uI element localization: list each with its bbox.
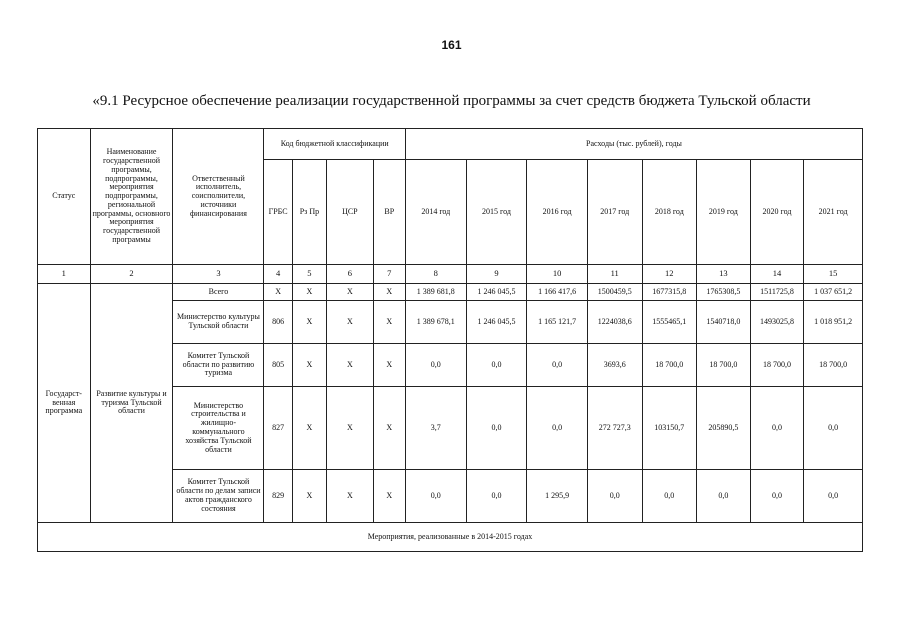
vr-cell: X [373,301,405,344]
status-cell: Государст-венная программа [38,284,91,523]
value-2020: 1493025,8 [750,301,804,344]
table-row [38,523,863,552]
value-2021: 0,0 [804,470,863,523]
value-2020: 1511725,8 [750,284,804,301]
column-number: 5 [292,265,326,284]
header-expenses: Расходы (тыс. рублей), годы [405,129,862,160]
executor-cell: Комитет Тульской области по развитию туризма [173,344,264,387]
page-number: 161 [441,38,462,52]
value-2015: 0,0 [466,344,527,387]
vr-cell: X [373,470,405,523]
value-2021: 0,0 [804,387,863,470]
vr-cell: X [373,344,405,387]
budget-table [37,128,863,552]
csr-cell: X [327,284,374,301]
value-2018: 1555465,1 [642,301,697,344]
header-rzpr: Рз Пр [292,160,326,265]
value-2014: 1 389 681,8 [405,284,466,301]
column-number: 2 [90,265,173,284]
value-2015: 0,0 [466,470,527,523]
value-2021: 1 037 651,2 [804,284,863,301]
value-2020: 0,0 [750,470,804,523]
header-executor: Ответственный исполнитель, соисполнители, источники финансирования [173,129,264,265]
table-row [38,284,863,301]
value-2014: 0,0 [405,344,466,387]
header-year-2020: 2020 год [750,160,804,265]
rzpr-cell: X [292,301,326,344]
header-vr: ВР [373,160,405,265]
column-number: 9 [466,265,527,284]
value-2015: 1 246 045,5 [466,301,527,344]
grbs-cell: X [264,284,292,301]
column-number: 11 [587,265,642,284]
csr-cell: X [327,470,374,523]
rzpr-cell: X [292,470,326,523]
column-number: 7 [373,265,405,284]
value-2016: 1 166 417,6 [527,284,588,301]
header-grbs: ГРБС [264,160,292,265]
program-name-cell: Развитие культуры и туризма Тульской области [90,284,173,523]
header-csr: ЦСР [327,160,374,265]
value-2018: 18 700,0 [642,344,697,387]
document-title: «9.1 Ресурсное обеспечение реализации государственной программы за счет средств бюджета Тульской области [92,93,811,109]
value-2015: 1 246 045,5 [466,284,527,301]
column-number: 4 [264,265,292,284]
header-year-2016: 2016 год [527,160,588,265]
value-2019: 1765308,5 [697,284,751,301]
header-year-2014: 2014 год [405,160,466,265]
executor-cell: Министерство строительства и жилищно-коммунального хозяйства Тульской области [173,387,264,470]
value-2019: 205890,5 [697,387,751,470]
value-2020: 0,0 [750,387,804,470]
value-2016: 0,0 [527,387,588,470]
csr-cell: X [327,387,374,470]
header-year-2015: 2015 год [466,160,527,265]
value-2016: 1 165 121,7 [527,301,588,344]
executor-cell: Министерство культуры Тульской области [173,301,264,344]
value-2020: 18 700,0 [750,344,804,387]
value-2014: 1 389 678,1 [405,301,466,344]
value-2017: 3693,6 [587,344,642,387]
csr-cell: X [327,344,374,387]
vr-cell: X [373,387,405,470]
column-number: 8 [405,265,466,284]
column-number: 3 [173,265,264,284]
value-2017: 1224038,6 [587,301,642,344]
header-name: Наименование государственной программы, подпрограммы, мероприятия подпрограммы, региональной программы, основного мероприятия государственной программы [90,129,173,265]
header-year-2017: 2017 год [587,160,642,265]
grbs-cell: 806 [264,301,292,344]
column-number-row [38,265,863,284]
value-2019: 18 700,0 [697,344,751,387]
executor-cell: Комитет Тульской области по делам записи актов гражданского состояния [173,470,264,523]
value-2015: 0,0 [466,387,527,470]
grbs-cell: 805 [264,344,292,387]
value-2018: 1677315,8 [642,284,697,301]
grbs-cell: 827 [264,387,292,470]
value-2014: 0,0 [405,470,466,523]
value-2016: 0,0 [527,344,588,387]
rzpr-cell: X [292,387,326,470]
header-status: Статус [38,129,91,265]
vr-cell: X [373,284,405,301]
header-year-2021: 2021 год [804,160,863,265]
value-2017: 272 727,3 [587,387,642,470]
column-number: 12 [642,265,697,284]
header-budget-code: Код бюджетной классификации [264,129,406,160]
value-2019: 0,0 [697,470,751,523]
value-2021: 18 700,0 [804,344,863,387]
column-number: 14 [750,265,804,284]
value-2021: 1 018 951,2 [804,301,863,344]
header-year-2018: 2018 год [642,160,697,265]
value-2018: 103150,7 [642,387,697,470]
grbs-cell: 829 [264,470,292,523]
value-2016: 1 295,9 [527,470,588,523]
column-number: 6 [327,265,374,284]
header-year-2019: 2019 год [697,160,751,265]
column-number: 1 [38,265,91,284]
value-2017: 1500459,5 [587,284,642,301]
csr-cell: X [327,301,374,344]
rzpr-cell: X [292,284,326,301]
value-2014: 3,7 [405,387,466,470]
value-2017: 0,0 [587,470,642,523]
column-number: 13 [697,265,751,284]
header-row-1 [38,129,863,160]
section-footer-row: Мероприятия, реализованные в 2014-2015 годах [38,523,863,552]
column-number: 15 [804,265,863,284]
executor-cell: Всего [173,284,264,301]
rzpr-cell: X [292,344,326,387]
value-2018: 0,0 [642,470,697,523]
value-2019: 1540718,0 [697,301,751,344]
column-number: 10 [527,265,588,284]
